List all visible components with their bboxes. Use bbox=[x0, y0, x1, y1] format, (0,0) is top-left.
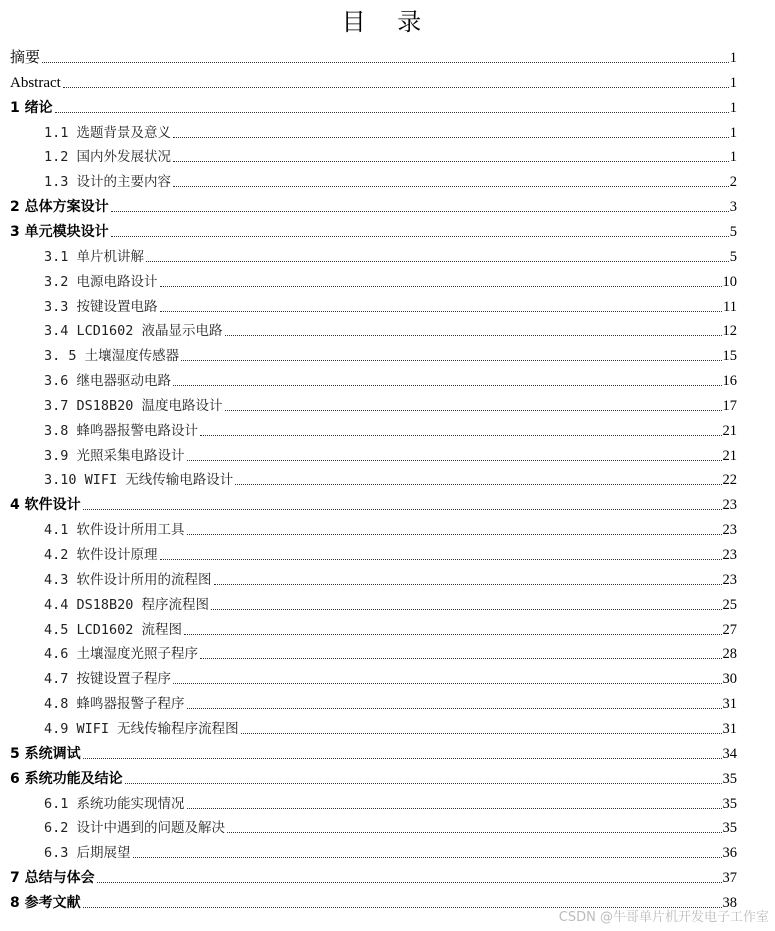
toc-entry-page: 11 bbox=[723, 298, 737, 315]
toc-entry[interactable] bbox=[0, 688, 775, 713]
toc-entry-label: 3.9 光照采集电路设计 bbox=[44, 447, 185, 464]
toc-entry-label: 3.3 按键设置电路 bbox=[44, 298, 158, 315]
toc-entry[interactable] bbox=[0, 340, 775, 365]
dot-leader bbox=[181, 359, 721, 361]
toc-entry-label: 3.10 WIFI 无线传输电路设计 bbox=[44, 472, 234, 489]
toc-entry[interactable] bbox=[0, 738, 775, 763]
toc-entry-label: 3.4 LCD1602 液晶显示电路 bbox=[44, 323, 223, 340]
toc-entry[interactable] bbox=[0, 464, 775, 489]
toc-entry-page: 1 bbox=[729, 50, 737, 66]
toc-entry-label: Abstract bbox=[10, 74, 61, 91]
toc-entry-page: 5 bbox=[729, 248, 737, 265]
dot-leader bbox=[146, 260, 729, 262]
dot-leader bbox=[187, 533, 722, 535]
toc-entry-label: 8 参考文献 bbox=[10, 894, 81, 911]
toc-entry-label: 4.8 蜂鸣器报警子程序 bbox=[44, 696, 185, 713]
toc-entry[interactable] bbox=[0, 365, 775, 390]
toc-entry-page: 17 bbox=[722, 397, 737, 414]
toc-entry[interactable] bbox=[0, 415, 775, 440]
toc-entry-label: 1 绪论 bbox=[10, 99, 53, 116]
dot-leader bbox=[160, 558, 722, 560]
toc-entry-page: 23 bbox=[722, 571, 737, 588]
toc-entry[interactable] bbox=[0, 216, 775, 241]
toc-entry[interactable] bbox=[0, 614, 775, 639]
dot-leader bbox=[241, 732, 722, 734]
toc-entry[interactable] bbox=[0, 514, 775, 539]
toc-entry-page: 31 bbox=[722, 696, 737, 713]
toc-entry-page: 30 bbox=[722, 671, 737, 688]
dot-leader bbox=[55, 111, 729, 113]
toc-entry-label: 6.3 后期展望 bbox=[44, 845, 131, 862]
toc-entry-label: 6.1 系统功能实现情况 bbox=[44, 795, 185, 812]
toc-entry[interactable] bbox=[0, 788, 775, 813]
toc-entry-page: 1 bbox=[729, 149, 737, 166]
toc-entry-label: 4.5 LCD1602 流程图 bbox=[44, 621, 183, 638]
dot-leader bbox=[200, 657, 721, 659]
toc-entry-page: 1 bbox=[729, 74, 737, 91]
toc-entry-page: 27 bbox=[722, 621, 737, 638]
toc-entry[interactable] bbox=[0, 638, 775, 663]
toc-entry[interactable] bbox=[0, 589, 775, 614]
dot-leader bbox=[211, 608, 721, 610]
toc-entry-label: 2 总体方案设计 bbox=[10, 199, 109, 216]
dot-leader bbox=[225, 334, 722, 336]
toc-entry[interactable] bbox=[0, 117, 775, 142]
dot-leader bbox=[173, 682, 721, 684]
toc-entry-label: 3.7 DS18B20 温度电路设计 bbox=[44, 397, 223, 414]
toc-entry-label: 1.3 设计的主要内容 bbox=[44, 174, 172, 191]
dot-leader bbox=[173, 384, 721, 386]
toc-entry[interactable] bbox=[0, 564, 775, 589]
toc-entry-label: 4.2 软件设计原理 bbox=[44, 547, 158, 563]
dot-leader bbox=[42, 61, 729, 63]
toc-entry-label: 3.6 继电器驱动电路 bbox=[44, 373, 172, 390]
toc-entry-label: 3.2 电源电路设计 bbox=[44, 273, 158, 290]
toc-entry-page: 21 bbox=[722, 447, 737, 464]
dot-leader bbox=[83, 508, 722, 510]
toc-entry-label: 4.3 软件设计所用的流程图 bbox=[44, 571, 212, 588]
toc-entry-label: 4.4 DS18B20 程序流程图 bbox=[44, 596, 210, 613]
dot-leader bbox=[235, 483, 721, 485]
toc-entry-label: 7 总结与体会 bbox=[10, 870, 95, 887]
toc-entry[interactable] bbox=[0, 837, 775, 862]
toc-entry-label: 3 单元模块设计 bbox=[10, 223, 109, 240]
toc-entry[interactable] bbox=[0, 862, 775, 887]
toc-entry-page: 10 bbox=[722, 273, 737, 290]
toc-entry-page: 37 bbox=[722, 870, 737, 887]
toc-entry[interactable] bbox=[0, 390, 775, 415]
toc-entry[interactable] bbox=[0, 241, 775, 266]
toc-entry-page: 5 bbox=[729, 223, 737, 240]
dot-leader bbox=[227, 831, 721, 833]
toc-entry-label: 4.6 土壤湿度光照子程序 bbox=[44, 646, 199, 663]
toc-entry-page: 28 bbox=[722, 646, 737, 663]
toc-entry[interactable] bbox=[0, 713, 775, 738]
toc-entry-page: 23 bbox=[722, 547, 737, 563]
toc-entry[interactable] bbox=[0, 663, 775, 688]
toc-entry-label: 6 系统功能及结论 bbox=[10, 770, 123, 787]
dot-leader bbox=[160, 310, 723, 312]
toc-entry-page: 25 bbox=[722, 596, 737, 613]
toc-entry[interactable] bbox=[0, 166, 775, 191]
toc-entry-page: 36 bbox=[722, 845, 737, 862]
toc-entry-page: 22 bbox=[722, 472, 737, 489]
dot-leader bbox=[187, 807, 722, 809]
dot-leader bbox=[200, 434, 721, 436]
page-title: 目 录 bbox=[341, 8, 434, 36]
toc-entry[interactable] bbox=[0, 489, 775, 514]
toc-entry[interactable] bbox=[0, 440, 775, 465]
toc-entry-page: 23 bbox=[722, 522, 737, 539]
toc-entry-page: 12 bbox=[722, 323, 737, 340]
toc-entry-page: 23 bbox=[722, 497, 737, 514]
dot-leader bbox=[63, 86, 729, 88]
dot-leader bbox=[173, 160, 729, 162]
toc-entry[interactable] bbox=[0, 812, 775, 837]
toc-entry[interactable] bbox=[0, 42, 775, 67]
toc-entry-label: 4.1 软件设计所用工具 bbox=[44, 522, 185, 539]
toc-entry-page: 21 bbox=[722, 422, 737, 439]
toc-entry-label: 3.8 蜂鸣器报警电路设计 bbox=[44, 422, 199, 439]
toc-entry-label: 4.7 按键设置子程序 bbox=[44, 671, 172, 688]
dot-leader bbox=[173, 185, 729, 187]
toc-entry-page: 1 bbox=[729, 99, 737, 116]
toc-entry-label: 1.1 选题背景及意义 bbox=[44, 124, 172, 141]
dot-leader bbox=[187, 459, 722, 461]
dot-leader bbox=[111, 235, 729, 237]
toc-entry-page: 16 bbox=[722, 373, 737, 390]
toc-entry-page: 34 bbox=[722, 745, 737, 762]
dot-leader bbox=[111, 210, 729, 212]
toc-entry-label: 4 软件设计 bbox=[10, 497, 81, 514]
toc-entry-label: 1.2 国内外发展状况 bbox=[44, 149, 172, 166]
dot-leader bbox=[133, 856, 722, 858]
dot-leader bbox=[160, 285, 722, 287]
toc-entry-label: 3. 5 土壤湿度传感器 bbox=[44, 348, 180, 365]
toc-entry-page: 35 bbox=[722, 770, 737, 787]
toc-entry[interactable] bbox=[0, 266, 775, 291]
toc-entry[interactable] bbox=[0, 92, 775, 117]
toc-entry[interactable] bbox=[0, 315, 775, 340]
toc-entry-label: 5 系统调试 bbox=[10, 745, 81, 762]
dot-leader bbox=[173, 136, 729, 138]
toc-entry-label: 3.1 单片机讲解 bbox=[44, 248, 145, 265]
dot-leader bbox=[184, 633, 721, 635]
toc-entry[interactable] bbox=[0, 67, 775, 92]
toc-entry-page: 35 bbox=[722, 795, 737, 812]
dot-leader bbox=[225, 409, 722, 411]
watermark: CSDN @牛哥单片机开发电子工作室 bbox=[558, 910, 769, 925]
toc-entry[interactable] bbox=[0, 291, 775, 316]
toc-entry[interactable] bbox=[0, 191, 775, 216]
dot-leader bbox=[187, 707, 722, 709]
toc-entry-page: 15 bbox=[722, 348, 737, 365]
toc-entry-page: 35 bbox=[722, 820, 737, 837]
toc-entry-page: 31 bbox=[722, 720, 737, 737]
dot-leader bbox=[214, 583, 722, 585]
toc-entry-page: 2 bbox=[729, 174, 737, 191]
toc-entry[interactable] bbox=[0, 141, 775, 166]
toc-entry-label: 6.2 设计中遇到的问题及解决 bbox=[44, 820, 226, 837]
toc-entry-label: 4.9 WIFI 无线传输程序流程图 bbox=[44, 720, 239, 737]
dot-leader bbox=[97, 881, 722, 883]
toc-entry[interactable] bbox=[0, 539, 775, 564]
toc-entry-page: 1 bbox=[729, 124, 737, 141]
toc-entry-page: 38 bbox=[722, 894, 737, 911]
toc-entry[interactable] bbox=[0, 763, 775, 788]
dot-leader bbox=[83, 757, 722, 759]
dot-leader bbox=[125, 782, 722, 784]
toc-entry-page: 3 bbox=[729, 199, 737, 216]
toc-entry-label: 摘要 bbox=[10, 50, 41, 66]
